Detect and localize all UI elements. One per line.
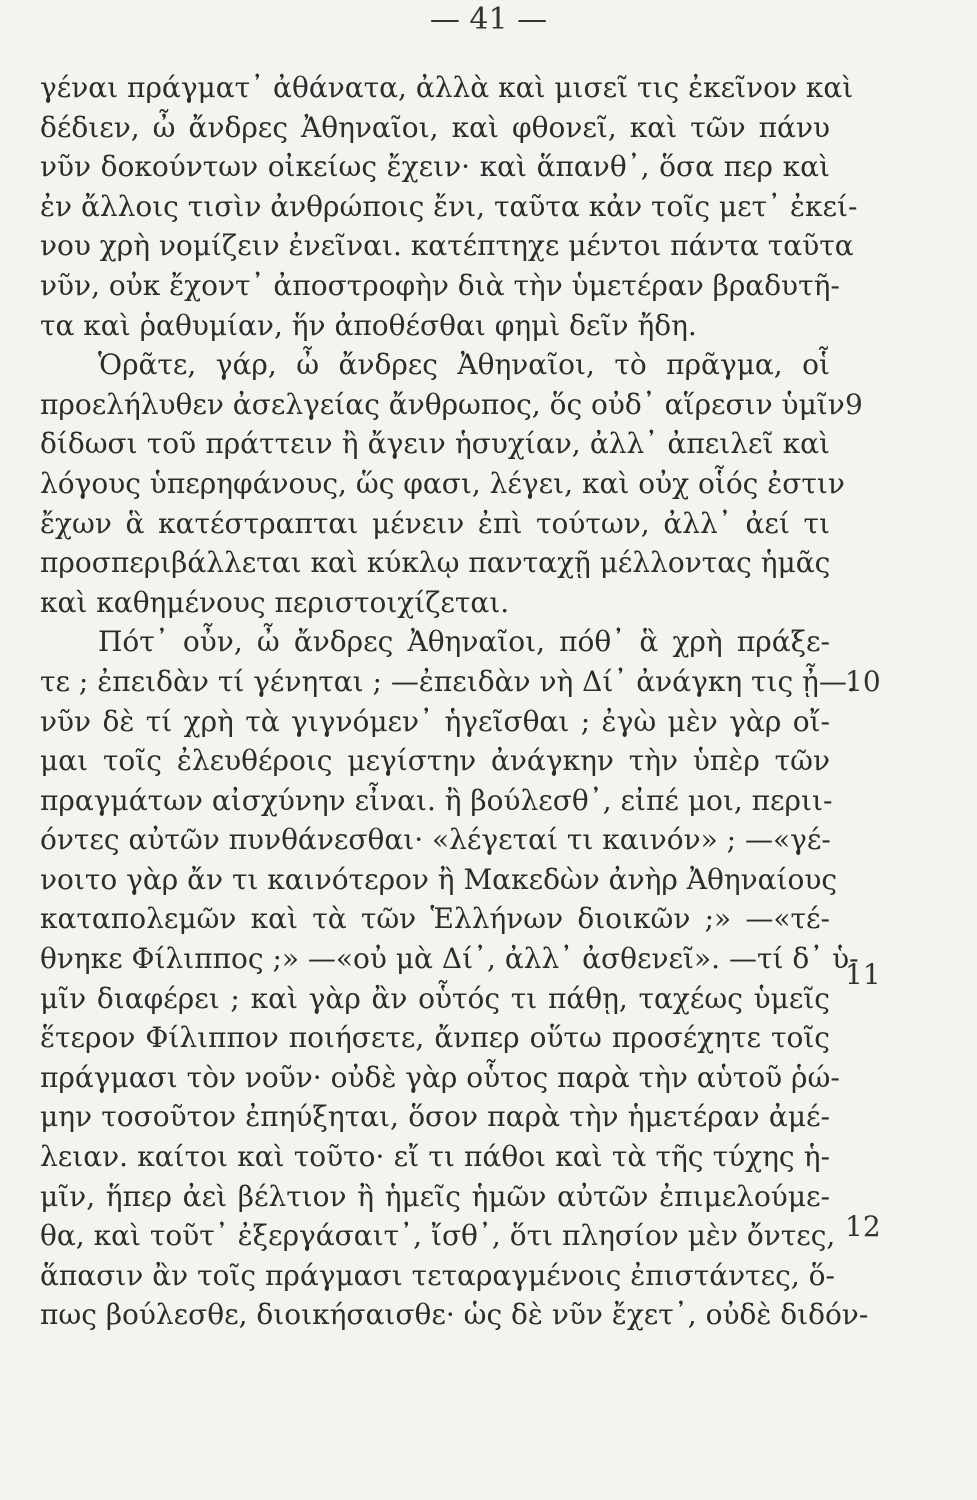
text-line: θα, καὶ τοῦτ᾽ ἐξεργάσαιτ᾽, ἴσθ᾽, ὅτι πλησίον μὲν ὄντες, xyxy=(40,1219,836,1253)
text-line: δίδωσι τοῦ πράττειν ἢ ἄγειν ἡσυχίαν, ἀλλ᾽ ἀπειλεῖ καὶ xyxy=(40,427,830,461)
text-line: πως βούλεσθε, διοικήσαισθε· ὡς δὲ νῦν ἔχετ᾽, οὐδὲ διδόν- xyxy=(40,1298,869,1332)
text-line: όντες αὐτῶν πυνθάνεσθαι· «λέγεταί τι καινόν» ; —«γέ- xyxy=(40,823,831,857)
page-number-header: — 41 — xyxy=(429,2,548,37)
text-line: προελήλυθεν ἀσελγείας ἄνθρωπος, ὅς οὐδ᾽ αἵρεσιν ὑμῖν xyxy=(40,387,845,421)
text-line: μῖν, ἥπερ ἀεὶ βέλτιον ἢ ἡμεῖς ἡμῶν αὐτῶν ἐπιμελούμε- xyxy=(40,1179,830,1213)
text-line: πράγμασι τὸν νοῦν· οὐδὲ γὰρ οὗτος παρὰ τὴν αὑτοῦ ῥώ- xyxy=(40,1060,840,1094)
text-line: τε ; ἐπειδὰν τί γένηται ; —ἐπειδὰν νὴ Δί᾽ ἀνάγκη τις ᾖ—. xyxy=(40,664,856,698)
text-line: θνηκε Φίλιππος ;» —«οὐ μὰ Δί᾽, ἀλλ᾽ ἀσθενεῖ». —τί δ᾽ ὑ- xyxy=(40,942,859,976)
text-line: ἐν ἄλλοις τισὶν ἀνθρώποις ἔνι, ταῦτα κἀν τοῖς μετ᾽ ἐκεί- xyxy=(40,189,858,223)
text-line: προσπεριβάλλεται καὶ κύκλῳ πανταχῇ μέλλοντας ἡμᾶς xyxy=(40,546,831,580)
text-line: γέναι πράγματ᾽ ἀθάνατα, ἀλλὰ καὶ μισεῖ τις ἐκεῖνον καὶ xyxy=(40,71,854,104)
text-line: τα καὶ ῥαθυμίαν, ἥν ἀποθέσθαι φημὶ δεῖν ἤδη. xyxy=(40,308,697,342)
section-number: 11 xyxy=(845,958,881,991)
text-line: καταπολεμῶν καὶ τὰ τῶν Ἑλλήνων διοικῶν ;» —«τέ- xyxy=(40,902,830,936)
text-line: νῦν, οὐκ ἔχοντ᾽ ἀποστροφὴν διὰ τὴν ὑμετέραν βραδυτῆ- xyxy=(40,268,840,302)
text-line: λειαν. καίτοι καὶ τοῦτο· εἴ τι πάθοι καὶ τὰ τῆς τύχης ἡ- xyxy=(40,1140,830,1174)
text-line: μαι τοῖς ἐλευθέροις μεγίστην ἀνάγκην τὴν ὑπὲρ τῶν xyxy=(40,744,830,778)
text-line: λόγους ὑπερηφάνους, ὥς φασι, λέγει, καὶ οὐχ οἷός ἐστιν xyxy=(40,466,845,500)
text-line: νου χρὴ νομίζειν ἐνεῖναι. κατέπτηχε μέντοι πάντα ταῦτα xyxy=(40,229,854,263)
text-line: Πότ᾽ οὖν, ὦ ἄνδρες Ἀθηναῖοι, πόθ᾽ ἃ χρὴ πράξε- xyxy=(98,625,830,659)
text-line: καὶ καθημένους περιστοιχίζεται. xyxy=(40,585,510,619)
text-line: ἕτερον Φίλιππον ποιήσετε, ἄνπερ οὕτω προσέχητε τοῖς xyxy=(40,1021,830,1055)
section-number: 12 xyxy=(845,1210,881,1243)
text-line: ἔχων ἃ κατέστραπται μένειν ἐπὶ τούτων, ἀλλ᾽ ἀεί τι xyxy=(40,506,830,540)
section-number: 10 xyxy=(845,665,881,698)
text-line: μῖν διαφέρει ; καὶ γὰρ ἂν οὗτός τι πάθῃ, ταχέως ὑμεῖς xyxy=(40,981,830,1015)
text-line: νοιτο γὰρ ἄν τι καινότερον ἢ Μακεδὼν ἀνὴρ Ἀθηναίους xyxy=(40,862,838,896)
text-line: ἅπασιν ἂν τοῖς πράγμασι τεταραγμένοις ἐπιστάντες, ὅ- xyxy=(40,1258,835,1292)
text-line: πραγμάτων αἰσχύνην εἶναι. ἢ βούλεσθ᾽, εἰπέ μοι, περιι- xyxy=(40,783,833,817)
text-line: μην τοσοῦτον ἐπηύξηται, ὅσον παρὰ τὴν ἡμετέραν ἀμέ- xyxy=(40,1100,830,1134)
section-number: 9 xyxy=(845,388,863,421)
text-line: νῦν δοκούντων οἰκείως ἔχειν· καὶ ἅπανθ᾽, ὅσα περ καὶ xyxy=(40,150,830,184)
text-line: νῦν δὲ τί χρὴ τὰ γιγνόμεν᾽ ἡγεῖσθαι ; ἐγὼ μὲν γὰρ οἴ- xyxy=(40,704,830,738)
text-line: δέδιεν, ὦ ἄνδρες Ἀθηναῖοι, καὶ φθονεῖ, καὶ τῶν πάνυ xyxy=(40,110,830,144)
text-line: Ὁρᾶτε, γάρ, ὦ ἄνδρες Ἀθηναῖοι, τὸ πρᾶγμα, οἷ xyxy=(98,348,830,382)
